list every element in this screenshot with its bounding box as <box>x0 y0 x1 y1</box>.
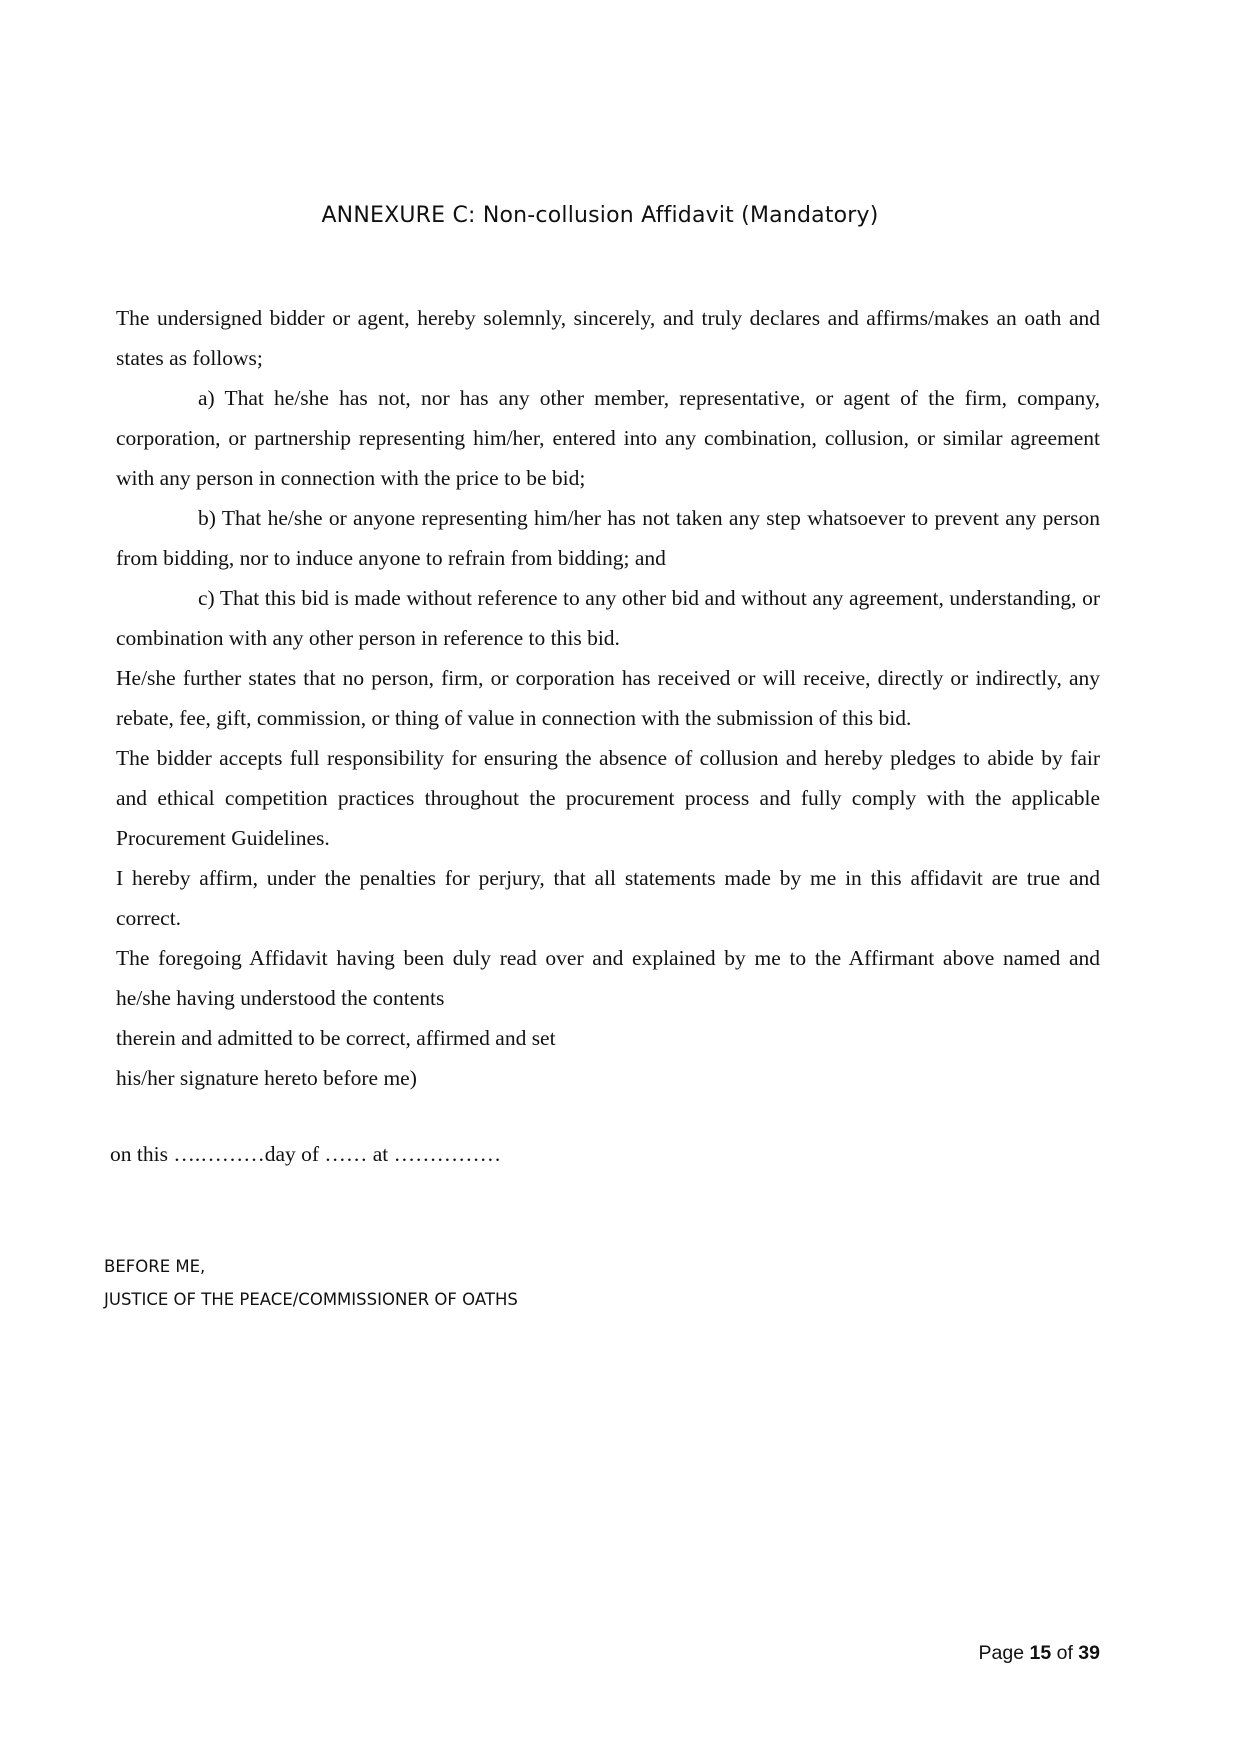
page-number: 15 <box>1029 1642 1052 1664</box>
foregoing-line-1: The foregoing Affidavit having been duly read over and explained by me to the Affirmant above named and he/she having understood the contents <box>116 946 1100 1010</box>
page-label: Page <box>978 1642 1025 1664</box>
affirmation-paragraph: I hereby affirm, under the penalties for perjury, that all statements made by me in this affidavit are true and correct. <box>116 866 1100 930</box>
foregoing-line-3: his/her signature hereto before me) <box>116 1066 417 1090</box>
foregoing-line-2: therein and admitted to be correct, affirmed and set <box>116 1026 556 1050</box>
further-statement-paragraph: He/she further states that no person, firm, or corporation has received or will receive, directly or indirectly, any rebate, fee, gift, commission, or thing of value in connection with the submission of this bid. <box>116 666 1100 730</box>
total-pages: 39 <box>1078 1642 1100 1664</box>
officer-block <box>104 1250 518 1316</box>
responsibility-paragraph: The bidder accepts full responsibility for ensuring the absence of collusion and hereby pledges to abide by fair and ethical competition practices throughout the procurement process and fully comply with the applicable Procurement Guidelines. <box>116 746 1100 850</box>
page-title: ANNEXURE C: Non-collusion Affidavit (Mandatory) <box>321 203 879 228</box>
clause-b: b) That he/she or anyone representing him/her has not taken any step whatsoever to prevent any person from bidding, nor to induce anyone to refrain from bidding; and <box>116 506 1100 570</box>
date-line: on this ….………day of …… at …………… <box>110 1142 502 1166</box>
of-label: of <box>1056 1642 1073 1664</box>
before-me-label: BEFORE ME, <box>104 1257 206 1276</box>
intro-paragraph: The undersigned bidder or agent, hereby solemnly, sincerely, and truly declares and affirms/makes an oath and states as follows; <box>116 306 1100 370</box>
officer-title: JUSTICE OF THE PEACE/COMMISSIONER OF OATHS <box>104 1290 518 1309</box>
clause-c: c) That this bid is made without reference to any other bid and without any agreement, understanding, or combination with any other person in reference to this bid. <box>116 586 1100 650</box>
affidavit-body <box>116 298 1100 1098</box>
clause-a: a) That he/she has not, nor has any other member, representative, or agent of the firm, company, corporation, or partnership representing him/her, entered into any combination, collusion, or similar agreement with any person in connection with the price to be bid; <box>116 386 1100 490</box>
page-footer <box>970 1642 1100 1665</box>
